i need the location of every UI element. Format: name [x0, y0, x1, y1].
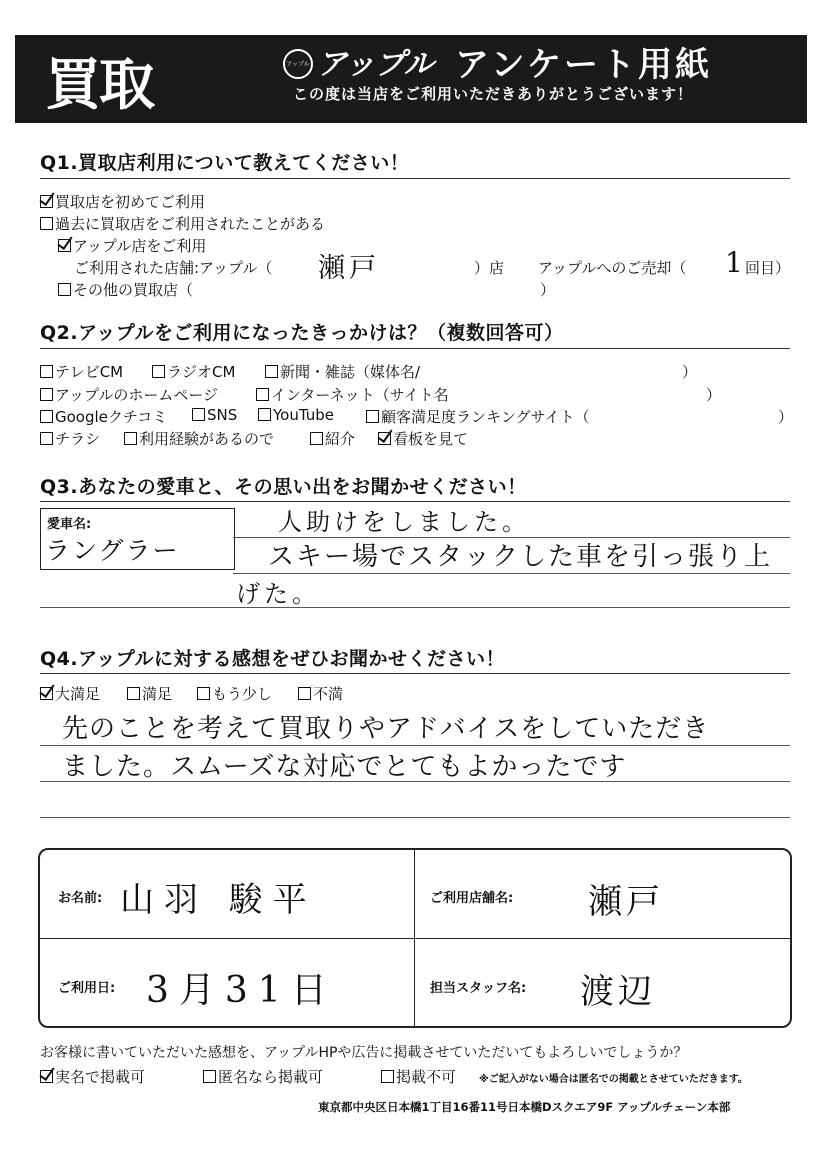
checkbox-icon[interactable]: [256, 388, 269, 401]
checkbox-icon[interactable]: [310, 432, 323, 445]
brand-name: アップル: [317, 47, 434, 82]
q1-store-name-value[interactable]: 瀬戸: [318, 253, 380, 284]
publish-real-name-option[interactable]: 実名で掲載可: [40, 1066, 145, 1087]
memory-text-line-1[interactable]: 人助けをしました。: [278, 508, 530, 536]
publish-anonymous-option[interactable]: 匿名なら掲載可: [203, 1066, 323, 1087]
checkbox-icon[interactable]: [58, 283, 71, 296]
memory-text-line-2[interactable]: スキー場でスタックした車を引っ張り上: [268, 542, 773, 572]
checkbox-checked-icon[interactable]: [58, 239, 71, 252]
q2-ranking-option[interactable]: 顧客満足度ランキングサイト（: [366, 406, 590, 427]
q4-rule: [40, 673, 790, 674]
comment-text-line-2[interactable]: ました。スムーズな対応でとてもよかったです: [62, 752, 627, 782]
checkbox-checked-icon[interactable]: [40, 687, 53, 700]
staff-label: 担当スタッフ名:: [430, 981, 527, 996]
checkbox-icon[interactable]: [265, 365, 278, 378]
checkbox-icon[interactable]: [40, 365, 53, 378]
checkbox-icon[interactable]: [40, 388, 53, 401]
q4-very-satisfied-option[interactable]: 大満足: [40, 683, 100, 704]
q2-internet-option[interactable]: インターネット（サイト名: [256, 384, 449, 405]
car-name-box[interactable]: [40, 508, 235, 570]
date-value[interactable]: 3月31日: [146, 970, 337, 1011]
checkbox-checked-icon[interactable]: [40, 1070, 53, 1083]
store-value[interactable]: 瀬戸: [588, 882, 664, 922]
q1-first-time-option[interactable]: 買取店を初めてご利用: [40, 191, 205, 212]
checkbox-icon[interactable]: [381, 1070, 394, 1083]
info-divider-horizontal: [40, 938, 790, 939]
checkbox-icon[interactable]: [197, 687, 210, 700]
survey-title: アンケート用紙: [455, 45, 712, 85]
q4-more-option[interactable]: もう少し: [197, 683, 272, 704]
q2-referral-option[interactable]: 紹介: [310, 428, 355, 449]
header-subtitle: この度は当店をご利用いただきありがとうございます！: [293, 85, 694, 103]
checkbox-icon[interactable]: [298, 687, 311, 700]
q2-tv-option[interactable]: テレビCM: [40, 361, 123, 382]
q2-heading: Q2.アップルをご利用になったきっかけは？（複数回答可）: [40, 322, 564, 344]
checkbox-icon[interactable]: [127, 687, 140, 700]
checkbox-icon[interactable]: [192, 408, 205, 421]
q2-sns-option[interactable]: SNS: [192, 406, 237, 424]
checkbox-icon[interactable]: [366, 410, 379, 423]
q2-youtube-option[interactable]: YouTube: [258, 406, 334, 424]
memory-line-3-rule: [40, 607, 790, 608]
store-label: ご利用店舗名:: [430, 891, 514, 906]
name-value[interactable]: 山羽 駿平: [120, 880, 317, 920]
q4-dissatisfied-option[interactable]: 不満: [298, 683, 343, 704]
staff-value[interactable]: 渡辺: [580, 972, 656, 1012]
publish-not-allowed-option[interactable]: 掲載不可: [381, 1066, 456, 1087]
q3-heading: Q3.あなたの愛車と、その思い出をお聞かせください！: [40, 476, 527, 498]
publish-note: ※ご記入がない場合は匿名での掲載とさせていただきます。: [479, 1074, 748, 1085]
q1-store-name-label: ご利用された店舗:アップル（: [74, 259, 273, 277]
name-label: お名前:: [58, 891, 103, 906]
checkbox-icon[interactable]: [40, 217, 53, 230]
comment-line-3-rule: [40, 817, 790, 818]
company-address: 東京都中央区日本橋1丁目16番11号日本橋Dスクエア9F アップルチェーン本部: [318, 1100, 731, 1114]
car-name-label: 愛車名:: [47, 517, 92, 532]
q1-sales-count-value[interactable]: 1: [725, 246, 747, 279]
q1-rule: [40, 178, 790, 179]
q2-close-3: ）: [778, 408, 794, 426]
checkbox-icon[interactable]: [40, 410, 53, 423]
checkbox-checked-icon[interactable]: [40, 195, 53, 208]
customer-info-box: [38, 848, 792, 1028]
checkbox-icon[interactable]: [124, 432, 137, 445]
apple-logo-icon: アップル: [283, 49, 313, 79]
q4-heading: Q4.アップルに対する感想をぜひお聞かせください！: [40, 648, 506, 670]
comment-text-line-1[interactable]: 先のことを考えて買取りやアドバイスをしていただき: [62, 714, 710, 744]
q1-other-store-option[interactable]: その他の買取店（: [58, 279, 193, 300]
q1-sales-count-label: アップルへのご売却（: [538, 259, 687, 277]
memory-text-line-3[interactable]: げた。: [236, 580, 320, 608]
date-label: ご利用日:: [58, 981, 116, 996]
q2-homepage-option[interactable]: アップルのホームページ: [40, 384, 218, 405]
publish-question: お客様に書いていただいた感想を、アップルHPや広告に掲載させていただいてもよろしいでしょうか？: [40, 1045, 688, 1061]
q2-google-option[interactable]: Googleクチコミ: [40, 406, 167, 427]
q2-close-1: ）: [682, 363, 698, 381]
q1-used-before-option[interactable]: 過去に買取店をご利用されたことがある: [40, 213, 325, 234]
checkbox-icon[interactable]: [152, 365, 165, 378]
q1-heading: Q1.買取店利用について教えてください！: [40, 152, 410, 174]
q1-sales-count-suffix: 回目）: [745, 259, 791, 277]
q2-flyer-option[interactable]: チラシ: [40, 428, 100, 449]
kaitori-title: 買取: [45, 53, 153, 118]
q2-close-2: ）: [706, 386, 722, 404]
car-name-value: ラングラー: [45, 536, 180, 565]
header-banner: [15, 35, 807, 123]
checkbox-icon[interactable]: [258, 408, 271, 421]
q4-satisfied-option[interactable]: 満足: [127, 683, 172, 704]
checkbox-checked-icon[interactable]: [378, 432, 391, 445]
q2-radio-option[interactable]: ラジオCM: [152, 361, 235, 382]
checkbox-icon[interactable]: [203, 1070, 216, 1083]
q1-store-suffix: ）店: [474, 259, 505, 277]
q2-news-option[interactable]: 新聞・雑誌（媒体名/: [265, 361, 420, 382]
q2-experience-option[interactable]: 利用経験があるので: [124, 428, 274, 449]
q1-apple-store-option[interactable]: アップル店をご利用: [58, 235, 206, 256]
q2-signboard-option[interactable]: 看板を見て: [378, 428, 468, 449]
checkbox-icon[interactable]: [40, 432, 53, 445]
q1-other-close: ）: [540, 281, 556, 299]
q2-rule: [40, 348, 790, 349]
